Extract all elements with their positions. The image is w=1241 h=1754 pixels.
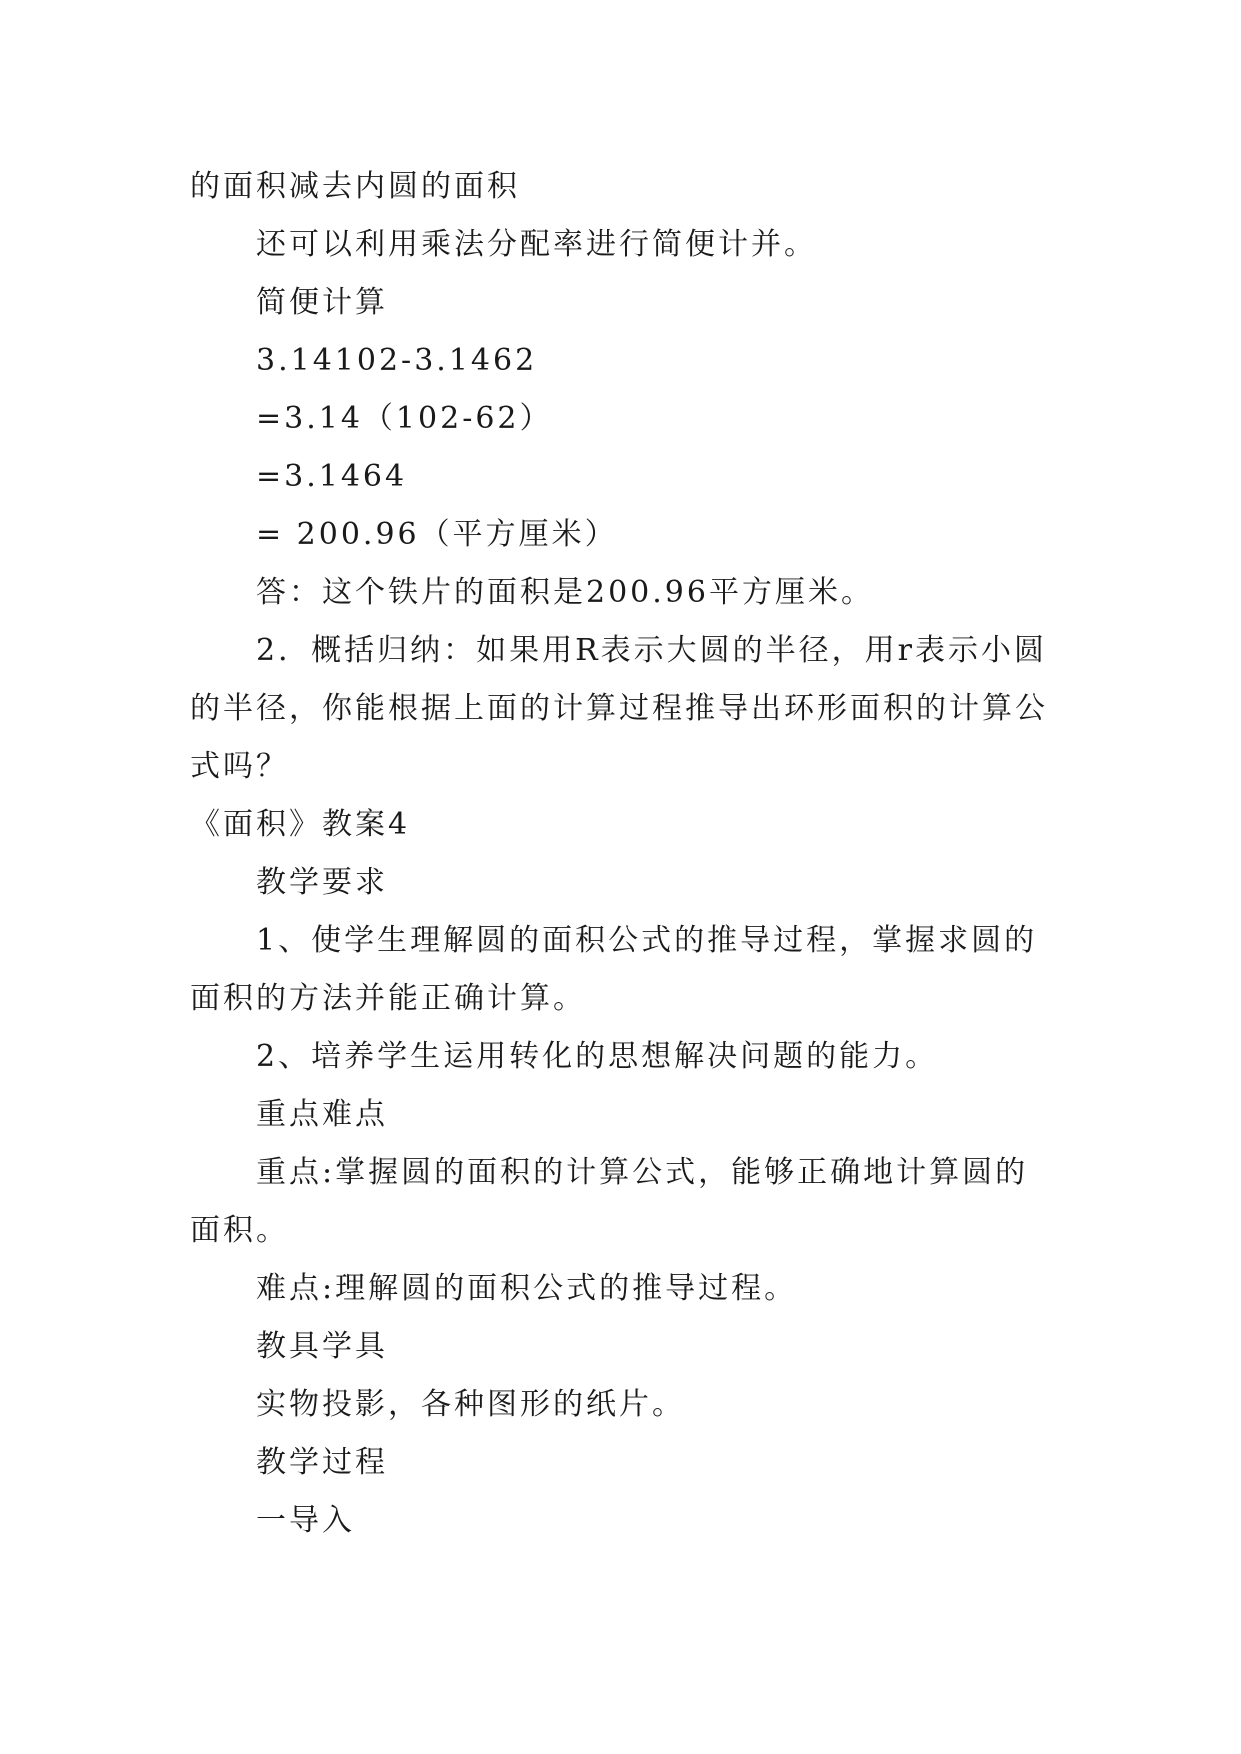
materials-paragraph: 实物投影，各种图形的纸片。 bbox=[256, 1387, 685, 1422]
process-step-intro: 一导入 bbox=[256, 1503, 355, 1538]
paragraph-simplify-note: 还可以利用乘法分配率进行简便计并。 bbox=[256, 227, 817, 262]
lesson-title: 《面积》教案4 bbox=[190, 807, 411, 842]
paragraph-simplify-heading: 简便计算 bbox=[256, 285, 388, 320]
key-point-paragraph: 重点:掌握圆的面积的计算公式，能够正确地计算圆的面积。 bbox=[190, 1155, 1029, 1248]
equation-line-1: 3.14102-3.1462 bbox=[256, 343, 538, 378]
equation-line-3: =3.1464 bbox=[256, 459, 408, 494]
paragraph-continuation: 的面积减去内圆的面积 bbox=[190, 169, 520, 204]
section-heading-requirements: 教学要求 bbox=[256, 865, 388, 900]
section-heading-key-points: 重点难点 bbox=[256, 1097, 388, 1132]
equation-line-4: = 200.96（平方厘米） bbox=[256, 517, 618, 552]
summary-paragraph: 2．概括归纳：如果用R表示大圆的半径，用r表示小圆的半径，你能根据上面的计算过程推导出环形面积的计算公式吗？ bbox=[190, 633, 1048, 784]
requirement-item-2: 2、培养学生运用转化的思想解决问题的能力。 bbox=[256, 1039, 939, 1074]
section-heading-process: 教学过程 bbox=[256, 1445, 388, 1480]
difficulty-paragraph: 难点:理解圆的面积公式的推导过程。 bbox=[256, 1271, 798, 1306]
requirement-item-1: 1、使学生理解圆的面积公式的推导过程，掌握求圆的面积的方法并能正确计算。 bbox=[190, 923, 1038, 1016]
document-body bbox=[190, 158, 1050, 1550]
answer-paragraph: 答：这个铁片的面积是200.96平方厘米。 bbox=[256, 575, 874, 610]
section-heading-materials: 教具学具 bbox=[256, 1329, 388, 1364]
equation-line-2: =3.14（102-62） bbox=[256, 401, 553, 436]
